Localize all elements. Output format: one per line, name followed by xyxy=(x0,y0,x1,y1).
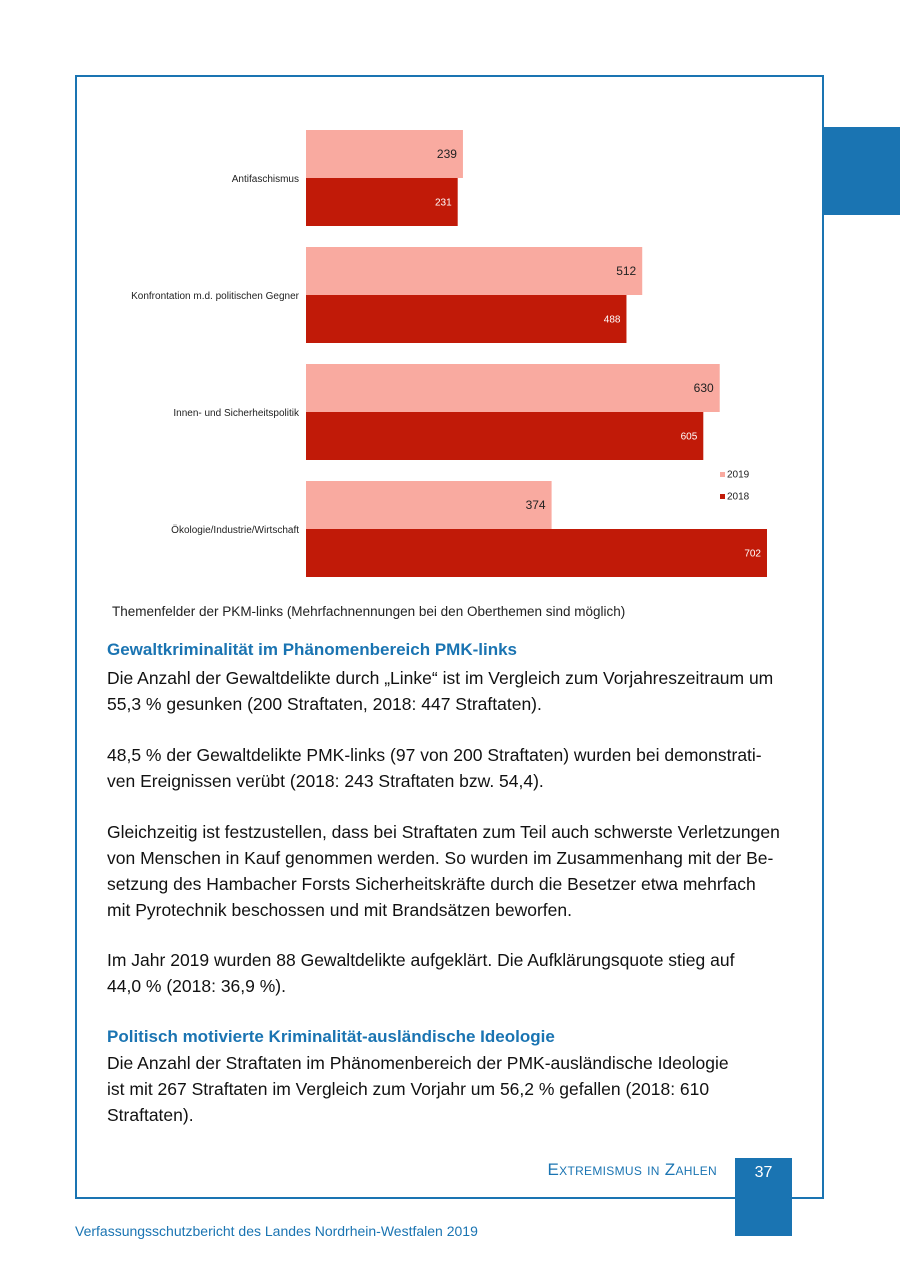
paragraph-3 xyxy=(107,819,797,923)
legend-swatch xyxy=(720,494,725,499)
text-line: 48,5 % der Gewaltdelikte PMK-links (97 von 200 Straftaten) wurden bei demonstrati- xyxy=(107,745,762,765)
page-number: 37 xyxy=(754,1164,773,1181)
data-label: 488 xyxy=(603,314,621,326)
text-line: 44,0 % (2018: 36,9 %). xyxy=(107,976,286,996)
paragraph-5 xyxy=(107,1050,797,1128)
text-line: Im Jahr 2019 wurden 88 Gewaltdelikte aufgeklärt. Die Aufklärungsquote stieg auf xyxy=(107,950,735,970)
text-line: setzung des Hambacher Forsts Sicherheitskräfte durch die Besetzer etwa mehrfach xyxy=(107,874,756,894)
data-label: 231 xyxy=(435,197,452,209)
legend-label: 2019 xyxy=(727,469,750,481)
text-line: Die Anzahl der Straftaten im Phänomenbereich der PMK-ausländische Ideologie xyxy=(107,1053,729,1073)
chart-caption: Themenfelder der PKM-links (Mehrfachnennungen bei den Oberthemen sind möglich) xyxy=(112,604,626,619)
paragraph-1 xyxy=(107,665,797,717)
data-label: 605 xyxy=(680,431,698,443)
category-label: Ökologie/Industrie/Wirtschaft xyxy=(171,525,299,536)
footer-section-title: Extremismus in Zahlen xyxy=(547,1160,717,1179)
data-label: 702 xyxy=(744,548,761,560)
text-line: mit Pyrotechnik beschossen und mit Brandsätzen beworfen. xyxy=(107,900,572,920)
category-label: Antifaschismus xyxy=(231,174,299,185)
text-line: Die Anzahl der Gewaltdelikte durch „Linke“ ist im Vergleich zum Vorjahreszeitraum um xyxy=(107,668,774,688)
data-label: 374 xyxy=(525,498,546,512)
bar-2019 xyxy=(306,481,552,529)
bar-2019 xyxy=(306,364,720,412)
paragraph-4 xyxy=(107,947,797,999)
bar-2019 xyxy=(306,247,642,295)
category-label: Innen- und Sicherheitspolitik xyxy=(173,408,299,419)
text-line: Straftaten). xyxy=(107,1105,194,1125)
bar-2018 xyxy=(306,295,626,343)
paragraph-2 xyxy=(107,742,797,794)
text-line: ven Ereignissen verübt (2018: 243 Straftaten bzw. 54,4). xyxy=(107,771,544,791)
text-line: von Menschen in Kauf genommen werden. So wurden im Zusammenhang mit der Be- xyxy=(107,848,774,868)
bar-chart xyxy=(77,77,817,597)
bar-2018 xyxy=(306,529,767,577)
legend-swatch xyxy=(720,472,725,477)
publication-title: Verfassungsschutzbericht des Landes Nordrhein-Westfalen 2019 xyxy=(75,1223,478,1239)
category-label: Konfrontation m.d. politischen Gegner xyxy=(131,291,299,302)
text-line: 55,3 % gesunken (200 Straftaten, 2018: 447 Straftaten). xyxy=(107,694,542,714)
text-line: Gleichzeitig ist festzustellen, dass bei Straftaten zum Teil auch schwerste Verletzungen xyxy=(107,822,780,842)
section-heading-auslaendisch: Politisch motivierte Kriminalität-ausländische Ideologie xyxy=(107,1027,555,1046)
bar-2018 xyxy=(306,412,703,460)
data-label: 239 xyxy=(436,147,457,161)
side-color-tab xyxy=(822,127,900,215)
legend-label: 2018 xyxy=(727,491,750,503)
section-heading-gewalt: Gewaltkriminalität im Phänomenbereich PMK-links xyxy=(107,640,517,659)
data-label: 630 xyxy=(693,381,714,395)
text-line: ist mit 267 Straftaten im Vergleich zum Vorjahr um 56,2 % gefallen (2018: 610 xyxy=(107,1079,710,1099)
data-label: 512 xyxy=(616,264,637,278)
